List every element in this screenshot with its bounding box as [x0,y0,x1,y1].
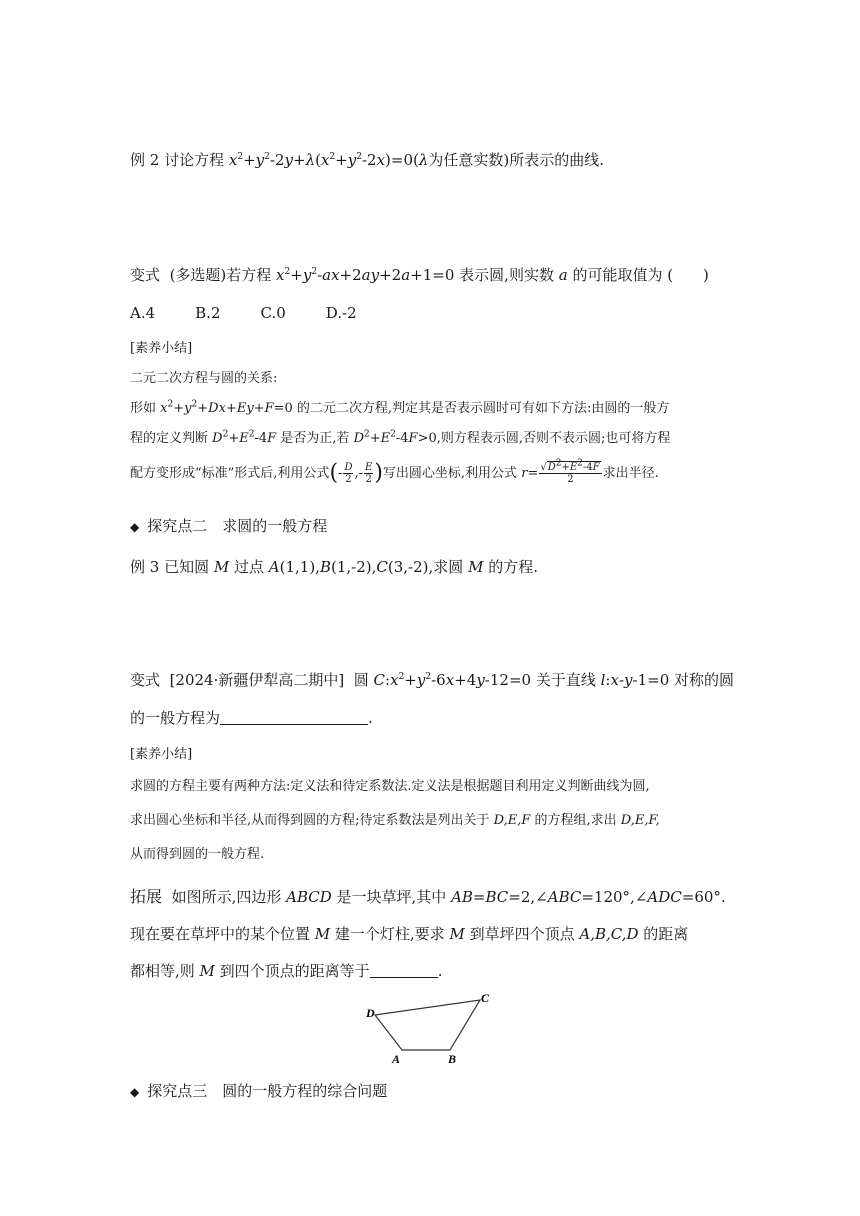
var: y [347,151,357,169]
op: + [561,462,570,473]
quadrilateral-figure [360,990,500,1070]
exp: 2 [222,429,229,440]
text: 求出圆心坐标和半径,从而得到圆的方程;待定系数法是列出关于 [130,813,494,828]
exp: 2 [555,458,562,469]
op: . [437,962,443,980]
var: M [468,558,484,576]
text: (1,-2), [330,558,377,576]
exp: 2 [248,429,255,440]
var: ABC [547,888,582,906]
frac-num: $√D^2+E^2-4F$ [540,458,600,473]
op: + [243,151,256,169]
op: +2 [379,266,402,284]
text: 的方程. [483,558,538,576]
exp: 2 [577,458,583,469]
var: B [319,558,331,576]
summary-line: 二元二次方程与圆的关系: [130,371,278,386]
diamond-icon: ◆ [130,1085,140,1099]
label-c: C [481,991,490,1005]
text: 写出圆心坐标,利用公式 [382,466,522,481]
options [130,295,730,331]
var: l [600,671,606,689]
exp: 2 [264,152,270,162]
paren: ) [374,460,383,486]
summary-2 [130,740,730,872]
example-2 [130,142,730,178]
text: 讨论方程 [164,151,229,169]
text: 的可能取值为 ( ) [567,266,709,284]
text: 求圆 [433,558,469,576]
var: M [449,925,465,943]
op: + [197,401,209,416]
section-title: 探究点二 求圆的一般方程 [147,517,328,535]
var: λ [418,151,429,169]
text: 程的定义判断 [130,431,213,446]
option-b[interactable]: B.2 [195,304,221,322]
var: E [569,462,578,473]
summary-line [130,454,730,494]
radius-fraction [539,458,601,485]
text: 的一般方程为 [130,709,221,727]
var: D,E,F, [620,813,660,828]
var: y [476,671,485,689]
summary-line [130,394,730,424]
op: -4 [582,462,593,473]
variant-label: 变式 [130,671,161,689]
text: 为任意实数)所表示的曲线. [428,151,604,169]
text: -12=0 关于直线 [484,671,601,689]
var: x [390,671,399,689]
op: + [173,401,185,416]
op: = [472,888,486,906]
example-label: 例 2 [130,151,160,169]
text: 是否为正,若 [276,431,354,446]
var: y [416,671,426,689]
op: . [368,709,373,727]
paren: ( [329,460,339,486]
var: y [255,151,265,169]
text: 求出半径. [602,466,659,481]
text: 形如 [130,401,161,416]
text: (3,-2), [387,558,434,576]
var: y [624,671,633,689]
text: 过点 [229,558,269,576]
var: C [376,558,388,576]
frac-num: D [344,462,353,473]
text: (1,1), [279,558,320,576]
exp: 2 [425,672,432,682]
text: 圆 [353,671,374,689]
var: A [268,558,280,576]
frac-den: 2 [345,474,352,485]
variant-2-line-2 [130,700,730,736]
op: )=0( [385,151,419,169]
source: [2024·新疆伊犁高二期中] [169,671,345,689]
summary-line [130,804,730,838]
op: + [225,401,237,416]
var: BC [485,888,509,906]
quadrilateral-abcd [375,1000,480,1050]
var: D [212,431,223,446]
var: E [239,431,249,446]
exp: 2 [284,267,291,277]
answer-blank[interactable] [370,962,438,978]
variant-1 [130,257,730,293]
text: 已知圆 [164,558,214,576]
op: : [385,671,391,689]
var: a [558,266,568,284]
var: x [276,266,285,284]
var: a [322,266,332,284]
text: +1=0 表示圆,则实数 [410,266,559,284]
var: x [320,151,330,169]
var: F [592,462,600,473]
op: = [527,466,539,481]
op: -2 [269,151,285,169]
label-d: D [366,1006,375,1020]
section-title: 探究点三 圆的一般方程的综合问题 [147,1082,388,1100]
var: y [184,401,192,416]
extension-line [130,953,730,990]
text: -1=0 对称的圆 [632,671,735,689]
var: F [264,401,274,416]
exp: 2 [390,429,396,440]
exp: 2 [237,152,244,162]
summary-1 [130,334,730,494]
option-d[interactable]: D.-2 [325,304,357,322]
op: - [358,466,364,481]
var: x [610,671,619,689]
fraction [364,462,373,485]
summary-title: [素养小结] [130,341,193,356]
text: 都相等,则 [130,962,200,980]
extension-label: 拓展 [130,887,163,906]
section-2-heading [130,508,730,545]
var: a [401,266,411,284]
summary-line [130,424,730,454]
var: x [218,401,226,416]
op: -2 [361,151,377,169]
exp: 2 [329,152,336,162]
text: 现在要在草坪中的某个位置 [130,925,315,943]
op: : [605,671,611,689]
var: D [353,431,364,446]
op: + [290,266,303,284]
sqrt [547,458,601,473]
op: -4 [395,431,409,446]
var: M [213,558,230,576]
summary-title: [素养小结] [130,747,193,762]
op: -6 [431,671,446,689]
variant-label: 变式 [130,266,161,284]
var: ABCD [286,888,332,906]
text: >0,则方程表示圆,否则不表示圆;也可将方程 [417,431,671,446]
var: a [361,266,371,284]
fraction [343,462,353,485]
variant-2 [130,662,735,698]
var: F [408,431,418,446]
summary-line: 从而得到圆的一般方程. [130,847,265,862]
var: x [331,266,340,284]
var: C [373,671,386,689]
text: 配方变形成“标准”形式后,利用公式 [130,466,330,481]
var: x [445,671,455,689]
text: =120°,∠ [581,888,648,906]
exp: 2 [167,399,174,410]
op: + [369,431,381,446]
diamond-icon: ◆ [130,520,140,534]
text: 建一个灯柱,要求 [330,925,450,943]
exp: 2 [191,399,198,410]
op: + [292,151,306,169]
text: 的方程组,求出 [530,813,621,828]
exp: 2 [311,267,318,277]
label-a: A [392,1052,401,1066]
text: 是一块草坪,其中 [331,888,452,906]
section-3-heading [130,1073,730,1110]
var: D [208,401,219,416]
text: =60°. [681,888,726,906]
text: 的距离 [638,925,689,943]
op: - [317,266,323,284]
text: 如图所示,四边形 [171,888,287,906]
var: ADC [647,888,682,906]
var: F [267,431,277,446]
var: M [314,925,331,943]
exp: 2 [364,429,370,440]
var: x [376,151,386,169]
op: - [618,671,625,689]
op: - [338,466,343,481]
op: +4 [454,671,477,689]
op: + [228,431,240,446]
extension-line [130,916,730,953]
exp: 2 [356,152,362,162]
example-3 [130,549,730,585]
op: ( [315,151,321,169]
var: y [246,401,254,416]
var: E [380,431,391,446]
text: 到草坪四个顶点 [464,925,580,943]
op: -4 [254,431,268,446]
var: x [160,401,168,416]
var: D [547,462,556,473]
op: +2 [339,266,362,284]
extension [130,878,730,990]
example-label: 例 3 [130,558,160,576]
var: x [228,151,238,169]
exp: 2 [398,672,405,682]
op: + [335,151,348,169]
label-b: B [448,1052,457,1066]
op: , [354,466,359,481]
var: M [199,962,215,980]
var: AB [451,888,473,906]
extension-line [130,878,730,916]
frac-den: 2 [365,474,372,485]
option-c[interactable]: C.0 [260,304,286,322]
text: =2,∠ [508,888,548,906]
text: =0 的二元二次方程,判定其是否表示圆时可有如下方法:由圆的一般方 [273,401,670,416]
var: A,B,C,D [579,925,639,943]
answer-blank[interactable] [220,709,368,725]
frac-den: 2 [567,474,574,485]
op: + [404,671,417,689]
op: + [253,401,265,416]
var: y [302,266,312,284]
text: (多选题)若方程 [169,266,277,284]
var: y [284,151,293,169]
var: D,E,F [493,813,531,828]
summary-line: 求圆的方程主要有两种方法:定义法和待定系数法.定义法是根据题目利用定义判断曲线为圆, [130,779,650,794]
text: 到四个顶点的距离等于 [214,962,370,980]
var: E [236,401,247,416]
var: y [370,266,380,284]
frac-num: E [365,462,373,473]
var: r [521,466,528,481]
option-a[interactable]: A.4 [130,304,156,322]
var: λ [305,151,316,169]
